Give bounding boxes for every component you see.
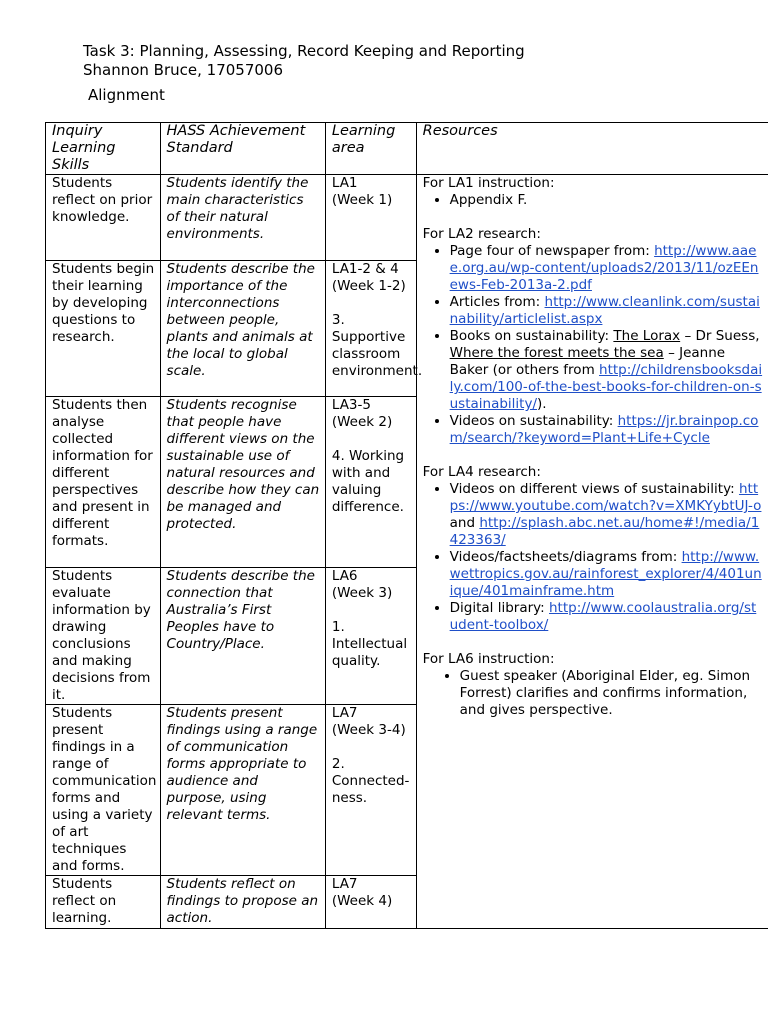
learning-area-code: LA1	[331, 175, 358, 191]
list-item-text: Videos on different views of sustainability:	[449, 481, 735, 497]
document-title: Task 3: Planning, Assessing, Record Keeping and Reporting	[83, 42, 525, 60]
list-item-text: Page four of newspaper from:	[449, 243, 650, 259]
list-item	[450, 549, 763, 600]
list-item-text: Videos/factsheets/diagrams from:	[449, 549, 678, 565]
standard-cell: Students describe the connection that Australia’s First Peoples have to Country/Place.	[160, 568, 325, 705]
learning-area-cell	[325, 568, 416, 705]
wettropics-link[interactable]: http://www.wettropics.gov.au/rainforest_explorer/4/401unique/401mainframe.htm	[449, 549, 762, 599]
learning-area-code: LA3-5	[331, 397, 371, 413]
section-heading: Alignment	[88, 86, 165, 104]
learning-area-code: LA6	[331, 568, 358, 584]
skill-cell: Students reflect on learning.	[46, 876, 161, 929]
list-item-text: – Jeanne Baker (or others from	[449, 345, 726, 378]
youtube-link[interactable]: https://www.youtube.com/watch?v=XMKYybtUJ-o	[449, 481, 762, 514]
standard-cell: Students present findings using a range of communication forms appropriate to audience and purpose, using relevant terms.	[160, 705, 325, 876]
column-header: HASS Achievement Standard	[160, 123, 325, 175]
standard-cell: Students describe the importance of the interconnections between people, plants and animals at the local to global scale.	[160, 261, 325, 397]
learning-area-code: LA1-2 & 4	[331, 261, 399, 277]
learning-area-week: (Week 1)	[331, 192, 393, 208]
list-item: • Appendix F.	[450, 192, 763, 209]
la6-heading: For LA6 instruction:	[422, 651, 555, 667]
learning-area-week: (Week 3-4)	[331, 722, 406, 738]
list-item	[450, 243, 763, 294]
newspaper-link[interactable]: http://www.aaee.org.au/wp-content/uploads2/2013/11/ozEEnews-Feb-2013a-2.pdf	[449, 243, 759, 293]
la6-list	[423, 668, 763, 719]
learning-area-code: LA7	[331, 705, 358, 721]
learning-area-week: (Week 1-2)	[331, 278, 406, 294]
list-item	[450, 294, 763, 328]
learning-area-week: (Week 3)	[331, 585, 393, 601]
splash-link[interactable]: http://splash.abc.net.au/home#!/media/1423363/	[449, 515, 760, 548]
list-item-text: Articles from:	[449, 294, 541, 310]
la2-heading: For LA2 research:	[422, 226, 541, 242]
book-title: The Lorax	[613, 328, 681, 344]
la1-heading: For LA1 instruction:	[422, 175, 555, 191]
brainpop-link[interactable]: https://jr.brainpop.com/search/?keyword=Plant+Life+Cycle	[449, 413, 759, 446]
list-item	[450, 413, 763, 447]
table-row	[46, 175, 768, 261]
list-item	[450, 600, 763, 634]
list-item-text: Digital library:	[449, 600, 545, 616]
principle-text: 3. Supportive classroom environment.	[331, 312, 423, 379]
column-header: Learning area	[325, 123, 416, 175]
skill-cell: Students evaluate information by drawing conclusions and making decisions from it.	[46, 568, 161, 705]
learning-area-cell	[325, 876, 416, 929]
list-item-text: and	[449, 515, 476, 531]
coolaustralia-link[interactable]: http://www.coolaustralia.org/student-toolbox/	[449, 600, 757, 633]
list-item	[450, 328, 763, 413]
principle-text: 4. Working with and valuing difference.	[331, 448, 405, 515]
standard-cell: Students recognise that people have different views on the sustainable use of natural resources and describe how they can be managed and protected.	[160, 397, 325, 568]
standard-cell: Students identify the main characteristics of their natural environments.	[160, 175, 325, 261]
resources-cell	[416, 175, 768, 929]
author-line: Shannon Bruce, 17057006	[83, 61, 284, 79]
list-item	[450, 481, 763, 549]
column-header: Resources	[416, 123, 768, 175]
la1-list	[423, 192, 763, 209]
list-item: • Guest speaker (Aboriginal Elder, eg. Simon Forrest) clarifies and confirms information, and gives perspective.	[460, 668, 763, 719]
articles-link[interactable]: http://www.cleanlink.com/sustainability/articlelist.aspx	[449, 294, 760, 327]
alignment-table	[45, 122, 768, 929]
la4-heading: For LA4 research:	[422, 464, 541, 480]
list-item-text: Videos on sustainability:	[449, 413, 614, 429]
learning-area-cell	[325, 397, 416, 568]
learning-area-week: (Week 4)	[331, 893, 393, 909]
skill-cell: Students then analyse collected information for different perspectives and present in different formats.	[46, 397, 161, 568]
list-item-text: Books on sustainability:	[449, 328, 610, 344]
standard-cell: Students reflect on findings to propose an action.	[160, 876, 325, 929]
list-item-text: ).	[537, 396, 547, 412]
book-title: Where the forest meets the sea	[449, 345, 664, 361]
learning-area-cell	[325, 705, 416, 876]
principle-text: 1. Intellectual quality.	[331, 619, 408, 669]
skill-cell: Students begin their learning by developing questions to research.	[46, 261, 161, 397]
la2-list	[423, 243, 763, 447]
learning-area-cell	[325, 261, 423, 397]
skill-cell: Students present findings in a range of communication forms and using a variety of art techniques and forms.	[46, 705, 161, 876]
table-header-row	[46, 123, 768, 175]
la4-list	[423, 481, 763, 634]
skill-cell: Students reflect on prior knowledge.	[46, 175, 161, 261]
column-header: Inquiry Learning Skills	[46, 123, 161, 175]
list-item-text: – Dr Suess,	[684, 328, 760, 344]
learning-area-code: LA7	[331, 876, 358, 892]
learning-area-cell	[325, 175, 416, 261]
books-link[interactable]: http://childrensbooksdaily.com/100-of-the-best-books-for-children-on-sustainability/	[449, 362, 763, 412]
principle-text: 2. Connected-ness.	[331, 756, 410, 806]
learning-area-week: (Week 2)	[331, 414, 393, 430]
